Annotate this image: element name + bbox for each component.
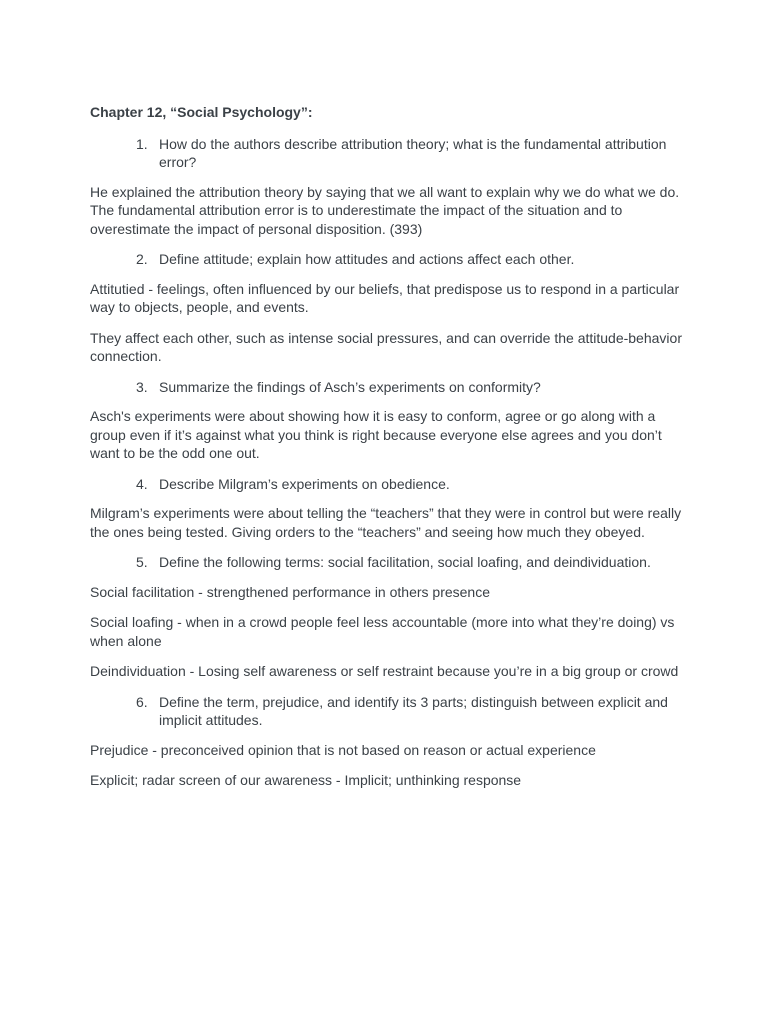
document-body <box>90 103 690 802</box>
answer-paragraph: Social loafing - when in a crowd people feel less accountable (more into what they’re doing) vs when alone <box>90 614 675 649</box>
answer-paragraph: Deindividuation - Losing self awareness or self restraint because you’re in a big group or crowd <box>90 663 679 679</box>
question-text: Describe Milgram’s experiments on obedience. <box>159 475 450 492</box>
question-number: 6. <box>136 693 148 710</box>
question-item <box>90 475 690 494</box>
question-text: Summarize the findings of Asch’s experiments on conformity? <box>159 378 541 395</box>
question-item <box>90 378 690 397</box>
question-number: 4. <box>136 475 148 492</box>
answer-paragraph: Asch's experiments were about showing how it is easy to conform, agree or go along with a group even if it’s against what you think is right because everyone else agrees and you don’t want to be the odd one out. <box>90 408 662 461</box>
question-number: 2. <box>136 251 148 267</box>
question-text: Define the term, prejudice, and identify its 3 parts; distinguish between explicit and implicit attitudes. <box>159 693 668 728</box>
question-text: Define the following terms: social facilitation, social loafing, and deindividuation. <box>159 554 651 570</box>
chapter-title: Chapter 12, “Social Psychology”: <box>90 104 313 120</box>
question-number: 5. <box>136 554 148 570</box>
answer-paragraph: Social facilitation - strengthened performance in others presence <box>90 583 490 600</box>
question-text: Define attitude; explain how attitudes and actions affect each other. <box>159 251 575 267</box>
answer-paragraph: Prejudice - preconceived opinion that is not based on reason or actual experience <box>90 741 596 758</box>
question-item <box>90 553 690 572</box>
answer-paragraph: Milgram’s experiments were about telling the “teachers” that they were in control but were really the ones being tested. Giving orders to the “teachers” and seeing how much they obeyed. <box>90 505 682 540</box>
answer-paragraph: They affect each other, such as intense social pressures, and can override the attitude-behavior connection. <box>90 329 682 364</box>
question-number: 1. <box>136 135 148 152</box>
answer-paragraph: Attitutied - feelings, often influenced by our beliefs, that predispose us to respond in a particular way to objects, people, and events. <box>90 280 680 315</box>
question-item <box>90 693 690 730</box>
answer-paragraph: He explained the attribution theory by saying that we all want to explain why we do what we do. The fundamental attribution error is to underestimate the impact of the situation and to overestimate the impact of personal disposition. (393) <box>90 183 680 237</box>
question-item <box>90 135 690 172</box>
answer-paragraph: Explicit; radar screen of our awareness - Implicit; unthinking response <box>90 772 522 788</box>
question-item <box>90 250 690 269</box>
question-number: 3. <box>136 378 148 395</box>
question-text: How do the authors describe attribution theory; what is the fundamental attribution error? <box>159 135 667 170</box>
